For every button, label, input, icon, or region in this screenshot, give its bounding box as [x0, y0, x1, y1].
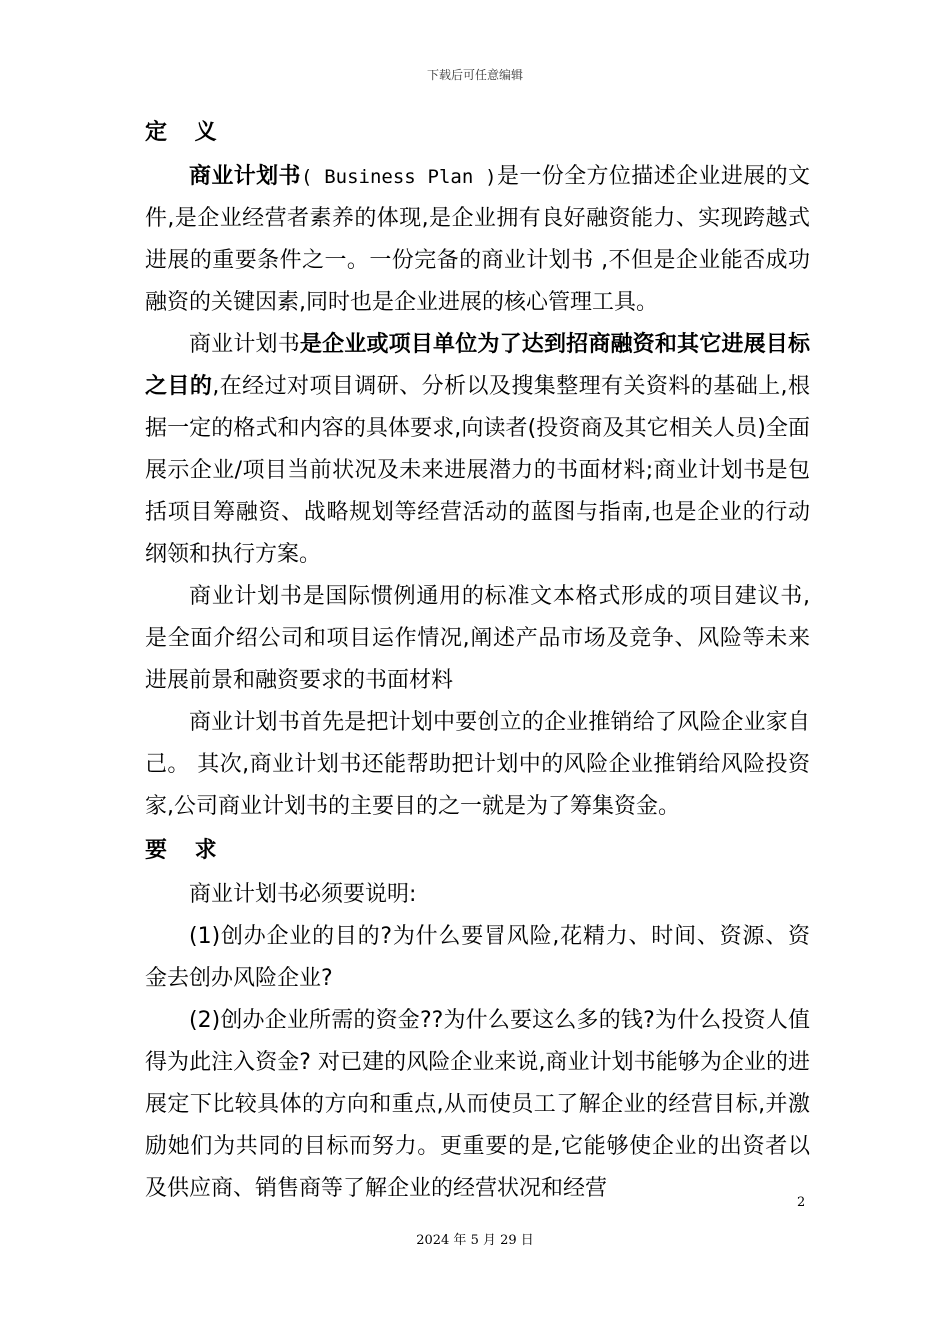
footer-date: 2024 年 5 月 29 日: [416, 1233, 534, 1248]
definition-text: 是一份全方位描述企业进展的文件,是企业经营者素养的体现,是企业拥有良好融资能力、实现跨越式进展的重要条件之一。一份完备的商业计划书 ,不但是企业能否成功融资的关键因素,同时也是企业进展的核心管理工具。: [145, 164, 810, 315]
document-body: [145, 110, 810, 1210]
requirements-paragraph-2: (1)创办企业的目的?为什么要冒风险,花精力、时间、资源、资金去创办风险企业?: [145, 924, 810, 991]
definition-paragraph-4: 商业计划书首先是把计划中要创立的企业推销给了风险企业家自己。 其次,商业计划书还能帮助把计划中的风险企业推销给风险投资家,公司商业计划书的主要目的之一就是为了筹集资金。: [145, 710, 810, 819]
definition-heading: 定 义: [145, 120, 227, 145]
term-english: ( Business Plan ): [300, 166, 497, 188]
page-number: 2: [797, 1195, 806, 1210]
paragraph-bold-phrase: 是企业或项目单位为了达到招商融资和其它进展目标之目的: [145, 332, 810, 399]
definition-paragraph-3: 商业计划书是国际惯例通用的标准文本格式形成的项目建议书,是全面介绍公司和项目运作情况,阐述产品市场及竞争、风险等未来进展前景和融资要求的书面材料: [145, 584, 810, 693]
header-note: 下载后可任意编辑: [426, 68, 523, 82]
requirements-heading: 要 求: [145, 838, 227, 863]
definition-paragraph-2: [145, 324, 810, 576]
paragraph-lead: 商业计划书: [189, 332, 300, 357]
term-bold: 商业计划书: [189, 164, 301, 189]
definition-paragraph-1: [145, 156, 810, 324]
requirements-paragraph-1: 商业计划书必须要说明:: [189, 882, 417, 907]
requirements-paragraph-3: (2)创办企业所需的资金??为什么要这么多的钱?为什么投资人值得为此注入资金? 对已建的风险企业来说,商业计划书能够为企业的进展定下比较具体的方向和重点,从而使员工了解企业的经营目标,并激励她们为共同的目标而努力。更重要的是,它能够使企业的出资者以及供应商、销售商等了解企业的经营状况和经营: [145, 1008, 810, 1201]
paragraph-text: ,在经过对项目调研、分析以及搜集整理有关资料的基础上,根据一定的格式和内容的具体要求,向读者(投资商及其它相关人员)全面展示企业/项目当前状况及未来进展潜力的书面材料;商业计划书是包括项目筹融资、战略规划等经营活动的蓝图与指南,也是企业的行动纲领和执行方案。: [145, 374, 810, 567]
